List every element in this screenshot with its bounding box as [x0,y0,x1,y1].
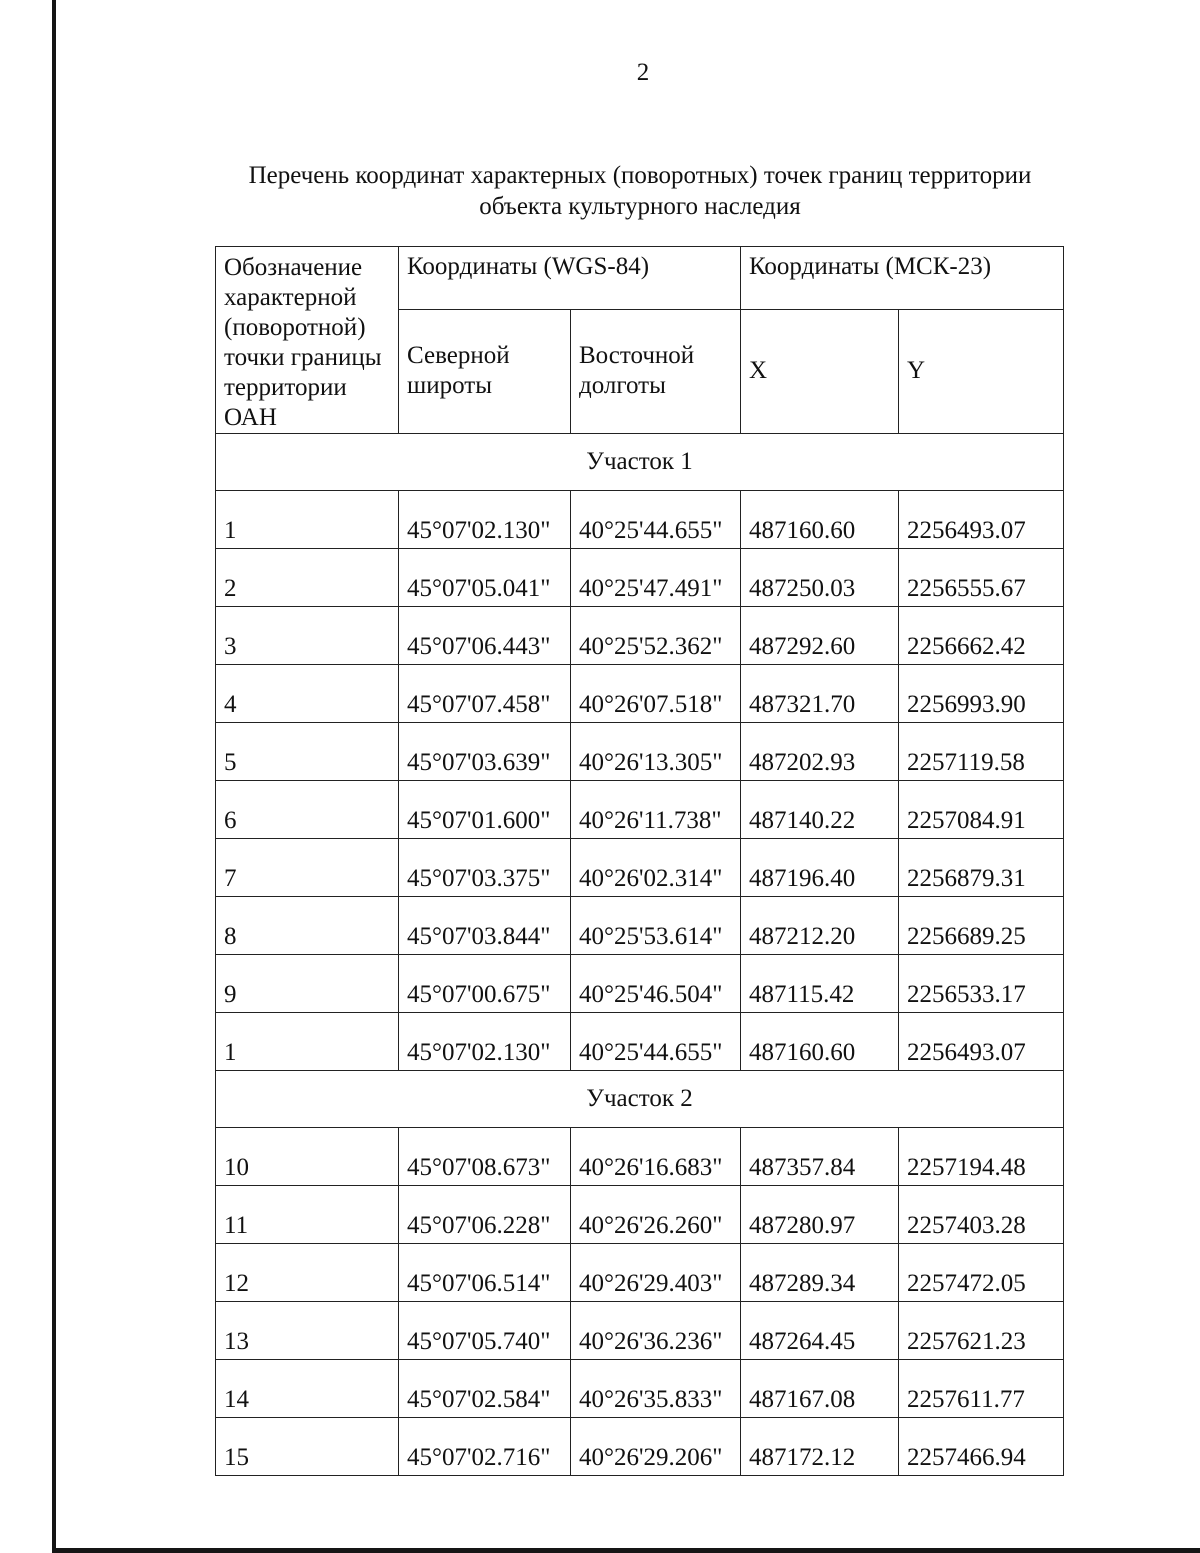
cell-x: 487280.97 [741,1186,899,1244]
cell-y: 2256993.90 [899,665,1064,723]
table-row [216,1244,1064,1302]
table-row [216,491,1064,549]
cell-east-longitude: 40°26'35.833" [571,1360,741,1418]
cell-x: 487289.34 [741,1244,899,1302]
cell-y: 2256533.17 [899,955,1064,1013]
header-msk23-group: Координаты (МСК-23) [741,247,1064,310]
cell-north-latitude: 45°07'05.740" [399,1302,571,1360]
cell-x: 487196.40 [741,839,899,897]
table-row [216,839,1064,897]
cell-north-latitude: 45°07'02.130" [399,1013,571,1071]
cell-north-latitude: 45°07'01.600" [399,781,571,839]
cell-east-longitude: 40°26'02.314" [571,839,741,897]
cell-x: 487160.60 [741,491,899,549]
table-row [216,897,1064,955]
table-row [216,723,1064,781]
table-row [216,607,1064,665]
cell-y: 2257403.28 [899,1186,1064,1244]
table-row [216,781,1064,839]
cell-east-longitude: 40°25'46.504" [571,955,741,1013]
table-row [216,1360,1064,1418]
cell-x: 487357.84 [741,1128,899,1186]
cell-point-number: 5 [216,723,399,781]
section-title: Участок 2 [216,1071,1064,1128]
page-bottom-edge [52,1548,1200,1553]
table-header-row [216,247,1064,310]
cell-north-latitude: 45°07'02.584" [399,1360,571,1418]
cell-north-latitude: 45°07'06.443" [399,607,571,665]
cell-point-number: 2 [216,549,399,607]
cell-x: 487140.22 [741,781,899,839]
cell-point-number: 8 [216,897,399,955]
header-x: X [741,309,899,433]
cell-point-number: 13 [216,1302,399,1360]
cell-north-latitude: 45°07'02.130" [399,491,571,549]
cell-east-longitude: 40°26'36.236" [571,1302,741,1360]
cell-point-number: 14 [216,1360,399,1418]
cell-east-longitude: 40°25'44.655" [571,1013,741,1071]
cell-x: 487250.03 [741,549,899,607]
cell-north-latitude: 45°07'06.228" [399,1186,571,1244]
cell-y: 2257466.94 [899,1418,1064,1476]
cell-y: 2256689.25 [899,897,1064,955]
cell-x: 487212.20 [741,897,899,955]
table-row [216,1302,1064,1360]
table-row [216,1186,1064,1244]
cell-east-longitude: 40°25'52.362" [571,607,741,665]
table-body [216,434,1064,1476]
header-point-designation: Обозначение характерной (поворотной) точки границы территории ОАН [216,247,399,434]
cell-y: 2257084.91 [899,781,1064,839]
cell-north-latitude: 45°07'03.639" [399,723,571,781]
cell-y: 2256662.42 [899,607,1064,665]
cell-north-latitude: 45°07'03.375" [399,839,571,897]
cell-point-number: 3 [216,607,399,665]
cell-point-number: 12 [216,1244,399,1302]
document-title-line-2: объекта культурного наследия [479,193,801,220]
cell-north-latitude: 45°07'08.673" [399,1128,571,1186]
cell-y: 2257611.77 [899,1360,1064,1418]
cell-point-number: 6 [216,781,399,839]
page-number: 2 [636,59,650,86]
section-row [216,434,1064,491]
cell-east-longitude: 40°26'07.518" [571,665,741,723]
cell-y: 2257621.23 [899,1302,1064,1360]
cell-point-number: 11 [216,1186,399,1244]
cell-point-number: 4 [216,665,399,723]
cell-y: 2256493.07 [899,1013,1064,1071]
cell-point-number: 1 [216,1013,399,1071]
cell-east-longitude: 40°25'53.614" [571,897,741,955]
cell-point-number: 10 [216,1128,399,1186]
page-left-edge [52,0,56,1553]
cell-east-longitude: 40°26'13.305" [571,723,741,781]
cell-east-longitude: 40°25'47.491" [571,549,741,607]
header-wgs84-group: Координаты (WGS-84) [399,247,741,310]
cell-point-number: 7 [216,839,399,897]
cell-point-number: 15 [216,1418,399,1476]
cell-east-longitude: 40°26'29.206" [571,1418,741,1476]
cell-point-number: 1 [216,491,399,549]
section-title: Участок 1 [216,434,1064,491]
cell-y: 2256493.07 [899,491,1064,549]
cell-north-latitude: 45°07'03.844" [399,897,571,955]
cell-x: 487160.60 [741,1013,899,1071]
document-title-line-1: Перечень координат характерных (поворотных) точек границ территории [248,162,1032,189]
section-row [216,1071,1064,1128]
cell-north-latitude: 45°07'05.041" [399,549,571,607]
table-row [216,1128,1064,1186]
cell-east-longitude: 40°25'44.655" [571,491,741,549]
cell-y: 2257472.05 [899,1244,1064,1302]
cell-x: 487167.08 [741,1360,899,1418]
cell-y: 2257119.58 [899,723,1064,781]
cell-x: 487115.42 [741,955,899,1013]
cell-north-latitude: 45°07'02.716" [399,1418,571,1476]
header-north-latitude: Северной широты [399,309,571,433]
cell-x: 487202.93 [741,723,899,781]
header-y: Y [899,309,1064,433]
cell-east-longitude: 40°26'11.738" [571,781,741,839]
document-title [190,160,1090,222]
cell-y: 2256879.31 [899,839,1064,897]
cell-east-longitude: 40°26'26.260" [571,1186,741,1244]
cell-y: 2257194.48 [899,1128,1064,1186]
cell-east-longitude: 40°26'29.403" [571,1244,741,1302]
cell-east-longitude: 40°26'16.683" [571,1128,741,1186]
coordinates-table [215,246,1064,1476]
cell-north-latitude: 45°07'07.458" [399,665,571,723]
cell-x: 487292.60 [741,607,899,665]
table-row [216,1418,1064,1476]
cell-x: 487321.70 [741,665,899,723]
table-row [216,1013,1064,1071]
table-row [216,549,1064,607]
table-row [216,665,1064,723]
header-east-longitude: Восточной долготы [571,309,741,433]
cell-north-latitude: 45°07'00.675" [399,955,571,1013]
cell-x: 487264.45 [741,1302,899,1360]
table-row [216,955,1064,1013]
cell-x: 487172.12 [741,1418,899,1476]
cell-north-latitude: 45°07'06.514" [399,1244,571,1302]
cell-point-number: 9 [216,955,399,1013]
cell-y: 2256555.67 [899,549,1064,607]
